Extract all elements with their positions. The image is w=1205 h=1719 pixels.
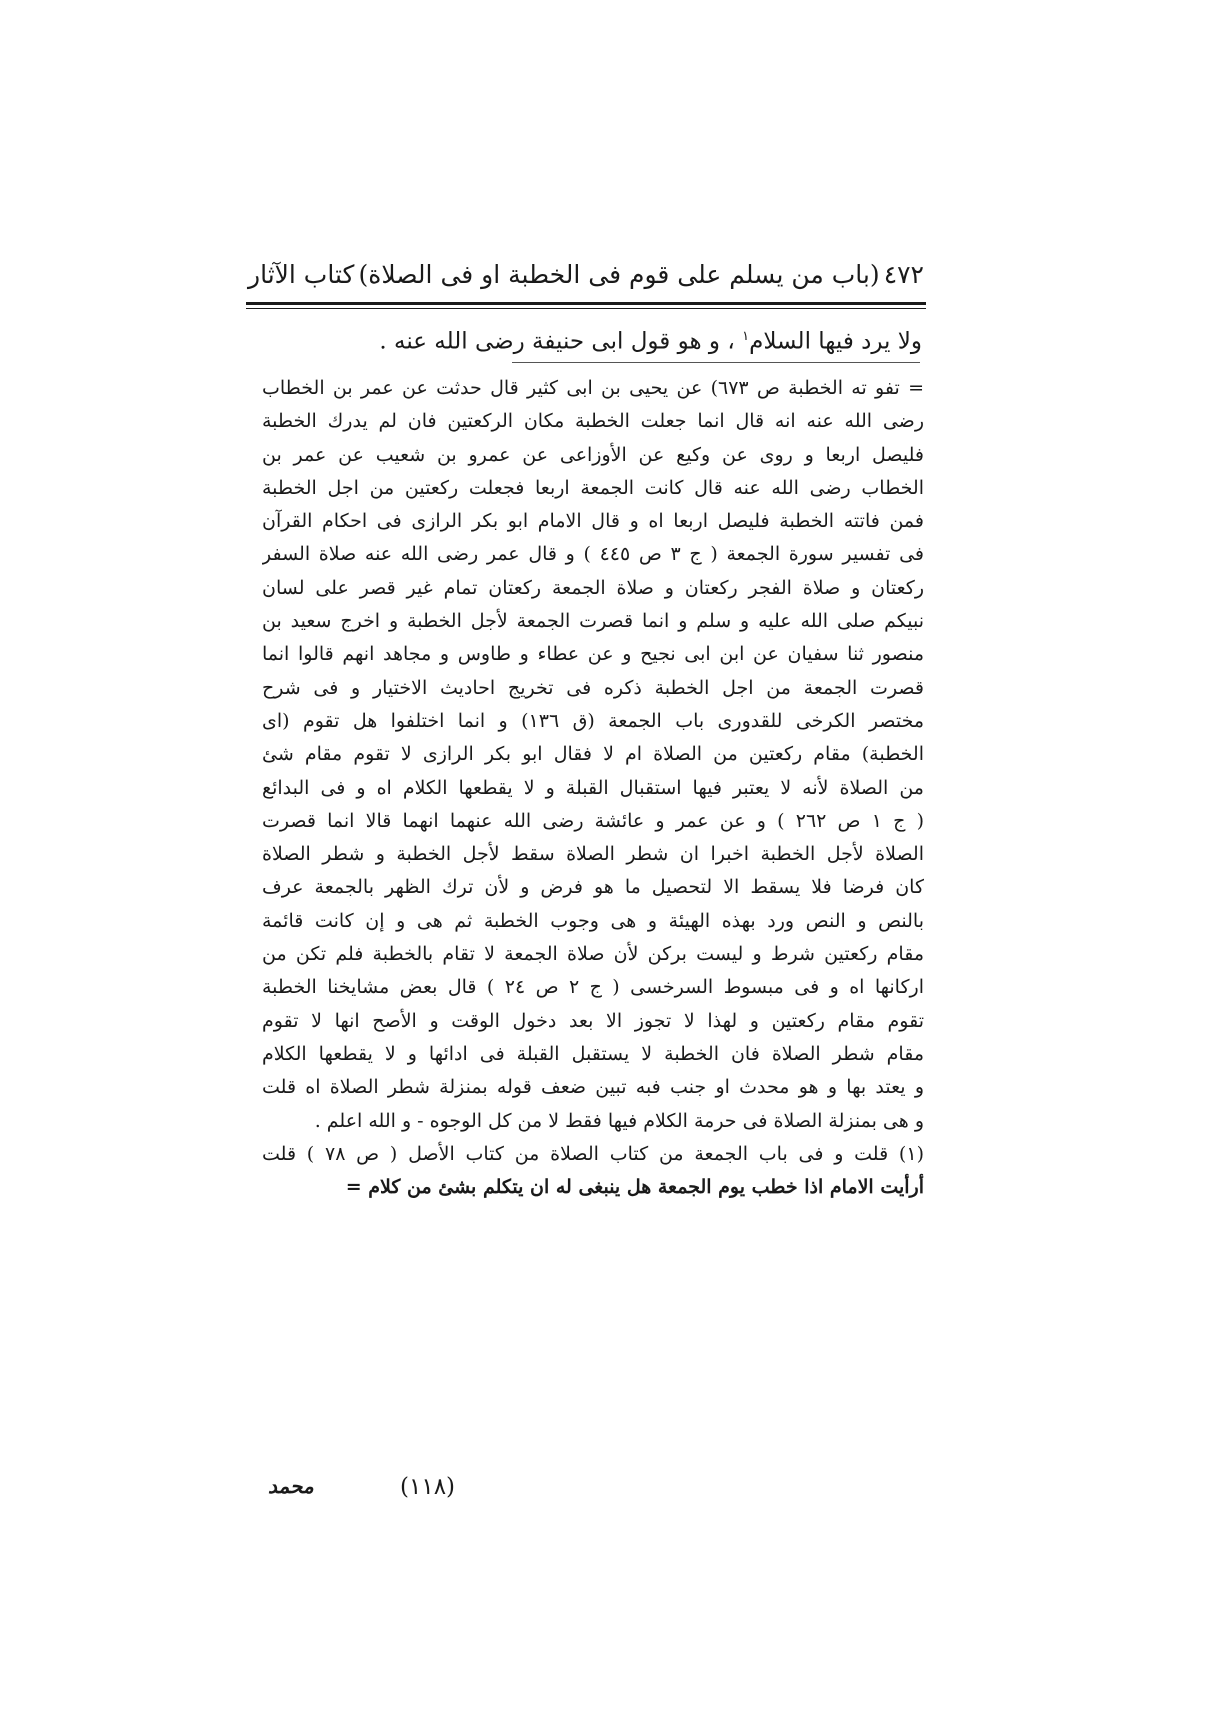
- header-rule-thin: [246, 308, 926, 309]
- footnote-line: الخطبة) مقام ركعتين من الصلاة ام لا فقال ابو بكر الرازى لا تقوم مقام شئ: [262, 743, 924, 766]
- footnote-line: ( ج ١ ص ٢٦٢ ) و عن عمر و عائشة رضى الله عنهما انهما قالا انما قصرت: [262, 809, 924, 832]
- footnote-reference: ١: [742, 329, 750, 344]
- footnote-line: تقوم مقام ركعتين و لهذا لا تجوز الا بعد دخول الوقت و الأصح انها لا تقوم: [262, 1009, 924, 1032]
- main-text-after: ، و هو قول ابى حنيفة رضى الله عنه .: [379, 328, 735, 355]
- footnote-line: قصرت الجمعة من اجل الخطبة ذكره فى تخريج احاديث الاختيار و فى شرح: [262, 676, 924, 699]
- footnote-line: نبيكم صلى الله عليه و سلم و انما قصرت الجمعة لأجل الخطبة و اخرج سعيد بن: [262, 610, 924, 633]
- page-footer: [268, 1474, 568, 1510]
- footnote-line: كان فرضا فلا يسقط الا لتحصيل ما هو فرض و لأن ترك الظهر بالجمعة عرف: [262, 876, 924, 899]
- footnote-line: ركعتان و صلاة الفجر ركعتان و صلاة الجمعة ركعتان تمام غير قصر على لسان: [262, 576, 924, 599]
- footnote-line: مختصر الكرخى للقدورى باب الجمعة (ق ١٣٦) و انما اختلفوا هل تقوم (اى: [262, 709, 924, 732]
- chapter-title: (باب من يسلم على قوم فى الخطبة او فى الصلاة): [358, 259, 880, 289]
- footnote-line: فمن فاتته الخطبة فليصل اربعا اه و قال الامام ابو بكر الرازى فى احكام القرآن: [262, 510, 924, 533]
- footnote-line: بالنص و النص ورد بهذه الهيئة و هى وجوب الخطبة ثم هى و إن كانت قائمة: [262, 909, 924, 932]
- page-number: ٤٧٢: [883, 259, 924, 289]
- footnote-line: منصور ثنا سفيان عن ابن ابى نجيح و عن عطاء و طاوس و مجاهد انهم قالوا انما: [262, 643, 924, 666]
- footnote-line: اركانها اه و فى مبسوط السرخسى ( ج ٢ ص ٢٤ ) قال بعض مشايخنا الخطبة: [262, 976, 924, 999]
- footnote-line: فليصل اربعا و روى عن وكيع عن الأوزاعى عن عمرو بن شعيب عن عمر بن: [262, 443, 924, 466]
- footnote-line: = تفو ته الخطبة ص ٦٧٣) عن يحيى بن ابى كثير قال حدثت عن عمر بن الخطاب: [262, 377, 924, 399]
- sheet-number: (١١٨): [400, 1474, 456, 1500]
- footnote-line: الصلاة لأجل الخطبة اخبرا ان شطر الصلاة سقط لأجل الخطبة و شطر الصلاة: [262, 843, 924, 866]
- running-header: [248, 252, 924, 296]
- footnote-line: الخطاب رضى الله عنه قال كانت الجمعة اربعا فجعلت ركعتين من اجل الخطبة: [262, 476, 924, 499]
- footnote-line: فى تفسير سورة الجمعة ( ج ٣ ص ٤٤٥ ) و قال عمر رضى الله عنه صلاة السفر: [262, 543, 924, 566]
- signature-mark: محمد: [268, 1474, 314, 1498]
- book-title: كتاب الآثار: [248, 259, 355, 289]
- footnote-line: مقام ركعتين شرط و ليست بركن لأن صلاة الجمعة لا تقام بالخطبة فلم تكن من: [262, 943, 924, 966]
- footnote-line: (١) قلت و فى باب الجمعة من كتاب الصلاة من كتاب الأصل ( ص ٧٨ ) قلت: [262, 1142, 924, 1165]
- footnotes-block: [262, 372, 924, 1204]
- main-text-before: ولا يرد فيها السلام: [749, 328, 922, 355]
- footnote-separator: [512, 362, 920, 363]
- footnote-line: مقام شطر الصلاة فان الخطبة لا يستقبل القبلة فى ادائها و لا يقطعها الكلام: [262, 1042, 924, 1065]
- main-text: [300, 318, 922, 361]
- footnote-line: من الصلاة لأنه لا يعتبر فيها استقبال القبلة و لا يقطعها الكلام اه و فى البدائع: [262, 776, 924, 799]
- footnote-line: رضى الله عنه انه قال انما جعلت الخطبة مكان الركعتين فان لم يدرك الخطبة: [262, 410, 924, 433]
- footnote-line: و يعتد بها و هو محدث او جنب فبه تبين ضعف قوله بمنزلة شطر الصلاة اه قلت: [262, 1076, 924, 1099]
- footnote-line: و هى بمنزلة الصلاة فى حرمة الكلام فيها فقط لا من كل الوجوه - و الله اعلم .: [314, 1109, 924, 1132]
- footnote-line: أرأيت الامام اذا خطب يوم الجمعة هل ينبغى له ان يتكلم بشئ من كلام =: [345, 1176, 924, 1199]
- header-rule: [246, 302, 926, 305]
